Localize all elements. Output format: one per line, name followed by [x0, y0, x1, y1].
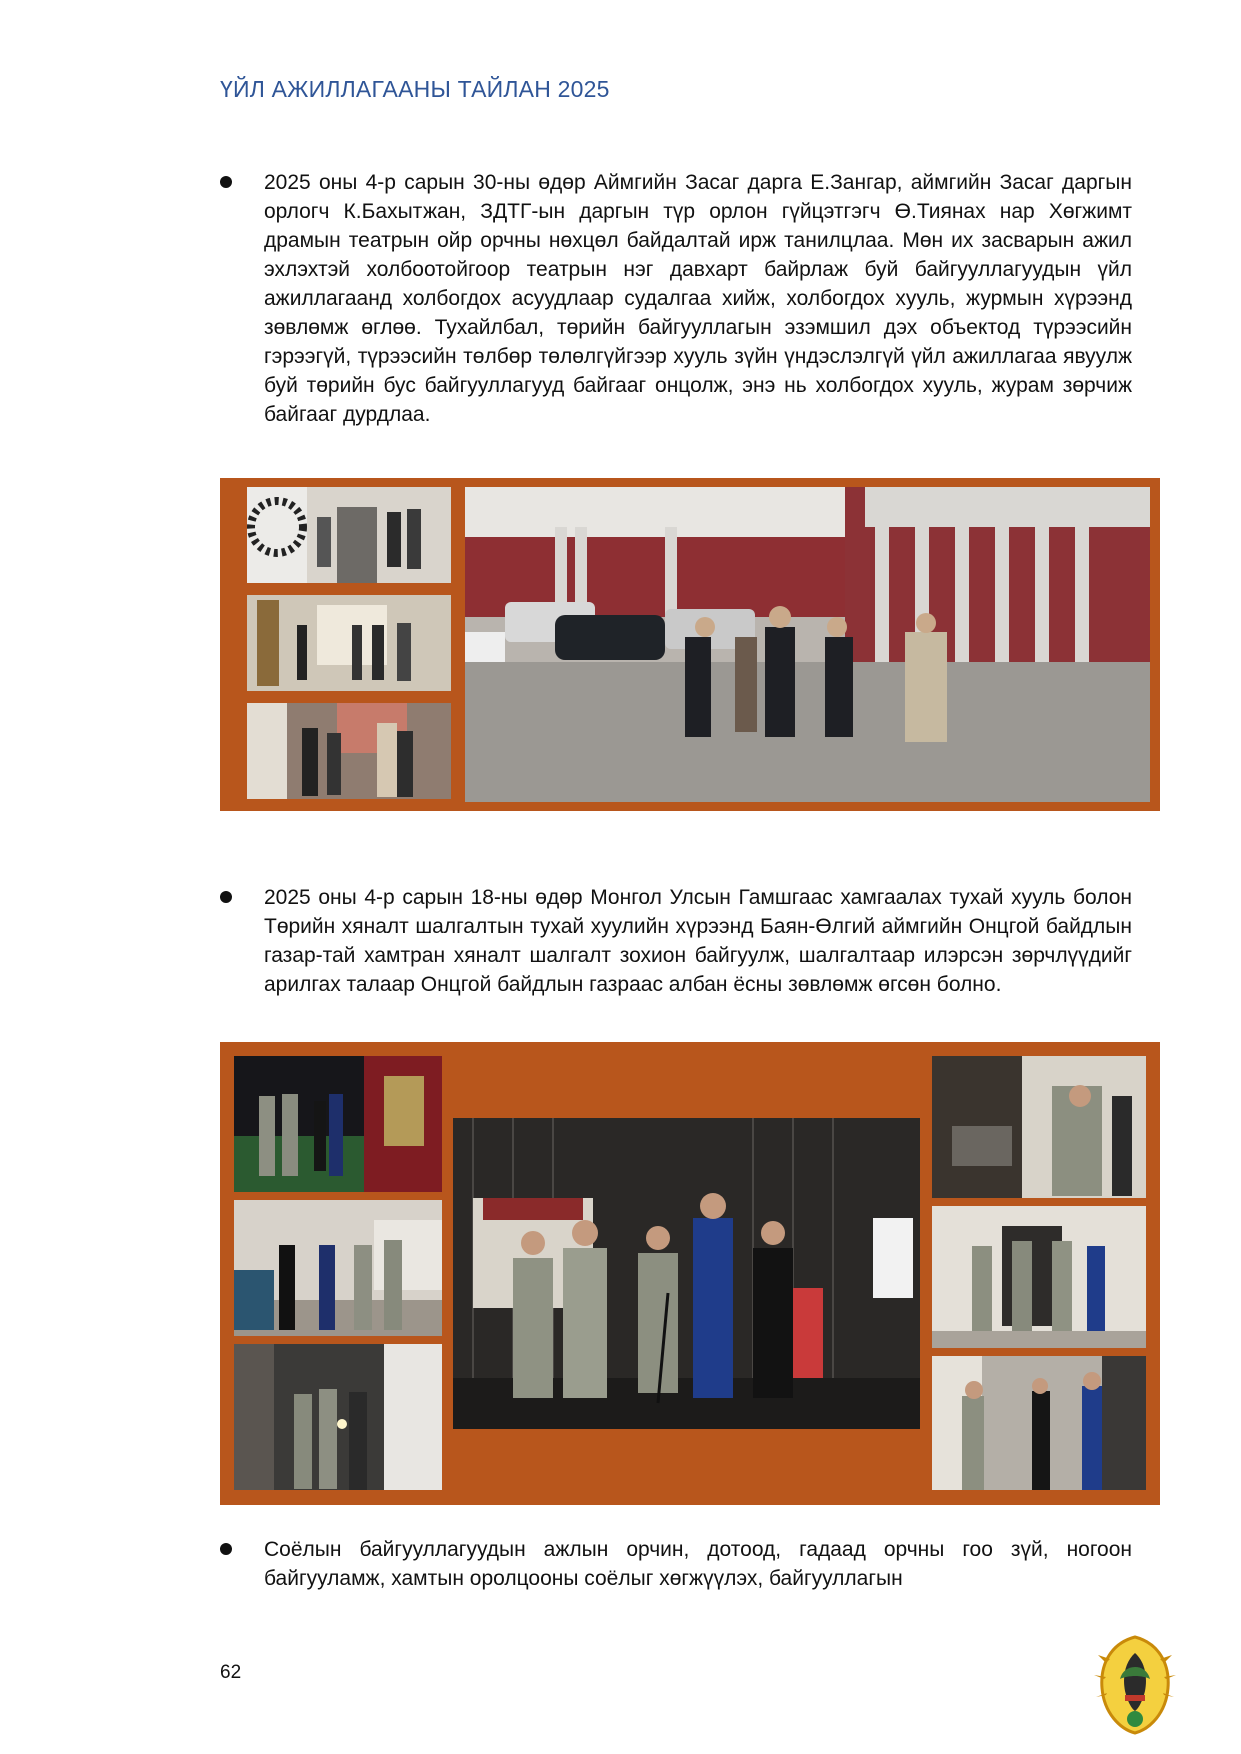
page-number: 62	[220, 1662, 242, 1683]
photo-brick-corridor-2	[932, 1356, 1146, 1490]
bullet-paragraph-2	[220, 883, 1132, 999]
bullet-paragraph-3	[220, 1535, 1132, 1593]
photo-backstage-inspection	[453, 1118, 920, 1429]
paragraph-text: 2025 оны 4-р сарын 18-ны өдөр Монгол Улсын Гамшгаас хамгаалах тухай хууль болон Төрийн хяналт шалгалтын тухай хуулийн хүрээнд Баян-Өлгий аймгийн Онцгой байдлын газар-тай хамтран хяналт шалгалт зохион байгуулж, шалгалтаар илэрсэн зөрчлүүдийг арилгах талаар Онцгой байдлын газраас албан ёсны зөвлөмж өгсөн болно.	[264, 886, 1132, 996]
paragraph-text: 2025 оны 4-р сарын 30-ны өдөр Аймгийн Засаг дарга Е.Зангар, аймгийн Засаг даргын орлогч К.Бахытжан, ЗДТГ-ын даргын түр орлон гүйцэтгэгч Ө.Тиянах нар Хөгжимт драмын театрын ойр орчны нөхцөл байдалтай ирж танилцлаа. Мөн их засварын ажил эхлэхтэй холбоотойгоор театрын нэг давхарт байрлаж буй байгууллагуудын үйл ажиллагаанд холбогдох асуудлаар судалгаа хийж, холбогдох хууль, журмын хүрээнд зөвлөмж өглөө. Тухайлбал, төрийн байгууллагын эзэмшил дэх объектод түрээсийн гэрээгүй, түрээсийн төлбөр төлөлгүйгээр хууль зүйн үндэслэлгүй үйл ажиллагаа явуулж буй төрийн бус байгууллагууд байгааг онцолж, энэ нь холбогдох хууль, журам зөрчиж байгааг дурдлаа.	[264, 171, 1132, 426]
bullet-icon	[220, 1543, 232, 1555]
page-header-title: ҮЙЛ АЖИЛЛАГААНЫ ТАЙЛАН 2025	[220, 76, 610, 102]
photo-brick-corridor-1	[932, 1206, 1146, 1348]
photo-hallway-inspection	[234, 1200, 442, 1336]
photo-stage-inspection	[234, 1056, 442, 1192]
paragraph-text: Соёлын байгууллагуудын ажлын орчин, дотоод, гадаад орчны гоо зүй, ногоон байгууламж, хамтын оролцооны соёлыг хөгжүүлэх, байгууллагын	[264, 1538, 1132, 1590]
emblem-logo-icon	[1092, 1633, 1178, 1737]
bullet-icon	[220, 891, 232, 903]
bullet-paragraph-1	[220, 168, 1132, 429]
photo-collage-theater-visit	[220, 478, 1160, 811]
photo-flashlight-inspection	[234, 1344, 442, 1490]
photo-machinery-room	[932, 1056, 1146, 1198]
photo-theater-exterior-walk	[465, 487, 1150, 802]
photo-corridor-visit-1	[247, 487, 451, 583]
photo-room-visit	[247, 703, 451, 799]
photo-corridor-visit-2	[247, 595, 451, 691]
bullet-icon	[220, 176, 232, 188]
photo-collage-emergency-inspection	[220, 1042, 1160, 1505]
